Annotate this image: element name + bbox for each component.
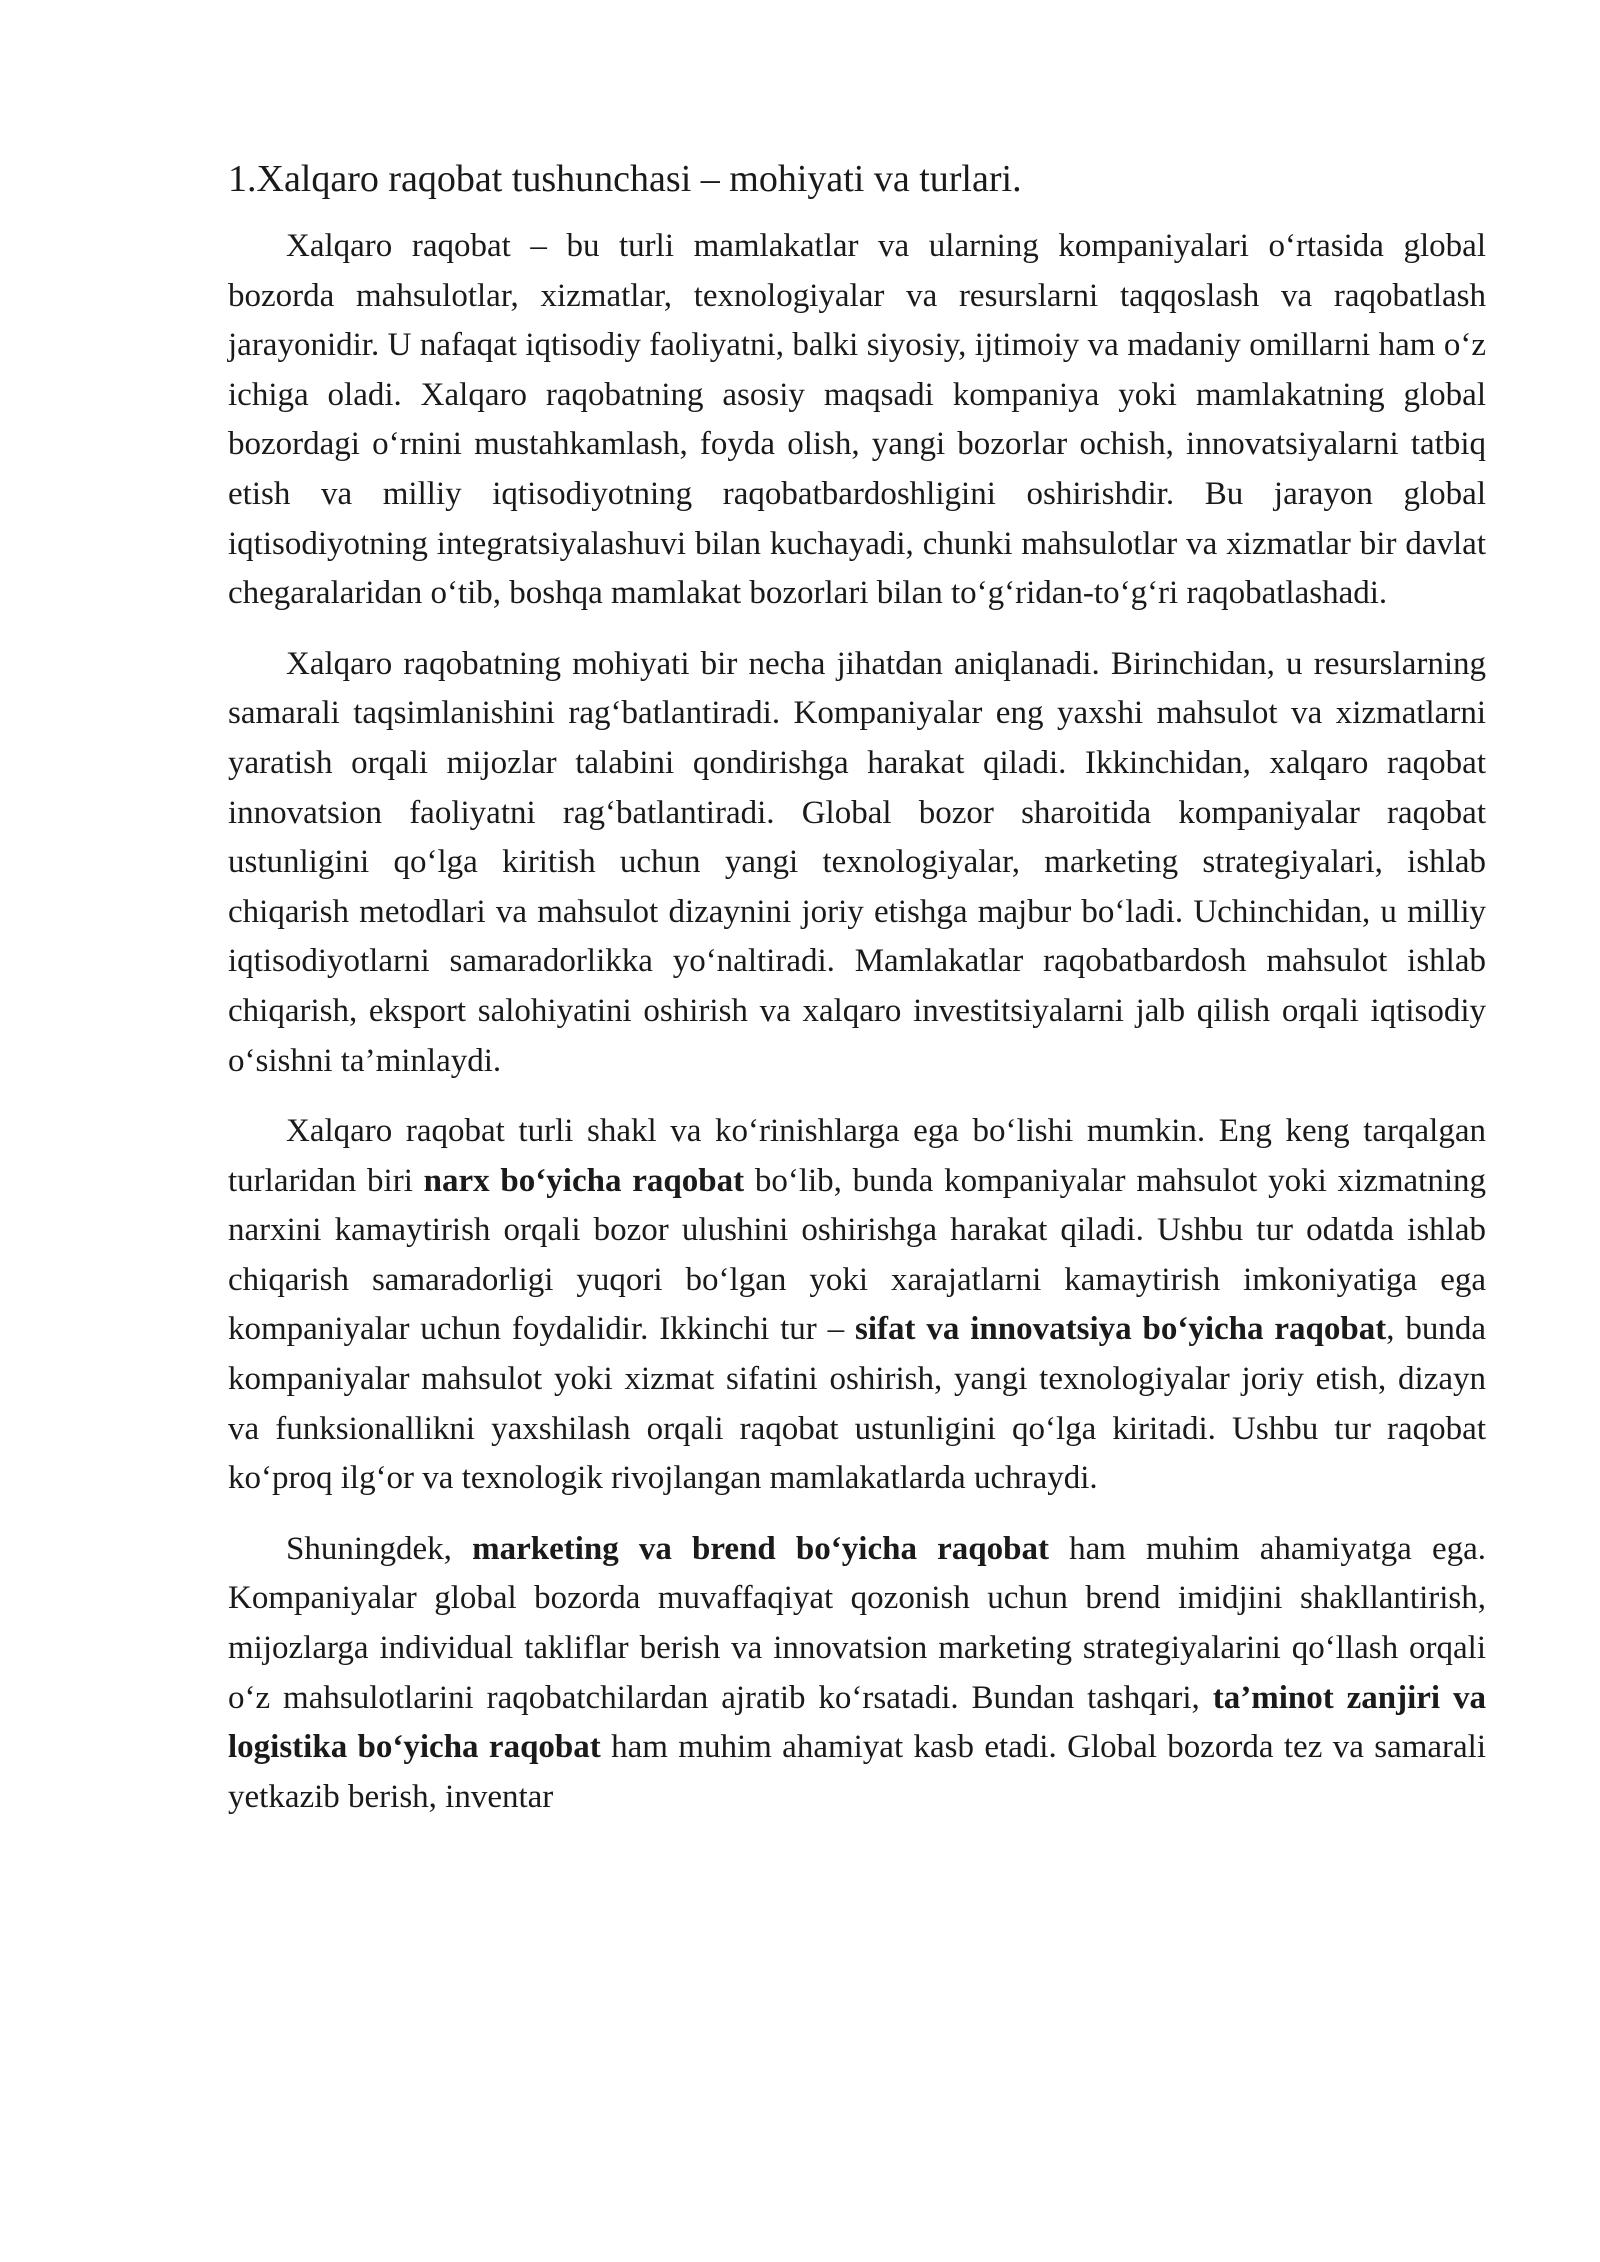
paragraph-text: , bunda kompaniyalar mahsulot yoki xizmat sifatini oshirish, yangi texnologiyalar joriy etish, dizayn va funksionallikni yaxshilash orqali raqobat ustunligini qo‘lga kiritadi. Ushbu tur raqobat ko‘proq ilg‘or va texnologik rivojlangan mamlakatlarda uchraydi. xyxy=(228,1311,1487,1497)
paragraph-marketing xyxy=(228,1525,1486,1823)
term-quality-innovation-competition: sifat va innovatsiya bo‘yicha raqobat xyxy=(855,1311,1387,1348)
document-page xyxy=(228,150,1486,1843)
paragraph-text: ham muhim ahamiyat kasb etadi. Global bozorda tez va samarali yetkazib berish, inventar xyxy=(228,1729,1486,1815)
term-price-competition: narx bo‘yicha raqobat xyxy=(423,1162,745,1199)
term-marketing-brand-competition: marketing va brend bo‘yicha raqobat xyxy=(472,1530,1049,1567)
paragraph-text: ham muhim ahamiyatga ega. Kompaniyalar global bozorda muvaffaqiyat qozonish uchun brend imidjini shakllantirish, mijozlarga individual takliflar berish va innovatsion marketing strategiyalarini qo‘llash orqali o‘z mahsulotlarini raqobatchilardan ajratib ko‘rsatadi. Bundan tashqari, xyxy=(228,1530,1486,1716)
paragraph-text: Shuningdek, xyxy=(286,1530,473,1567)
term-supply-chain-competition: ta’minot zanjiri va logistika bo‘yicha raqobat xyxy=(228,1679,1487,1766)
paragraph-text: Xalqaro raqobat turli shakl va ko‘rinishlarga ega bo‘lishi mumkin. Eng keng tarqalgan turlaridan biri xyxy=(228,1113,1486,1199)
paragraph-definition: Xalqaro raqobat – bu turli mamlakatlar va ularning kompaniyalari o‘rtasida global bozorda mahsulotlar, xizmatlar, texnologiyalar va resurslarni taqqoslash va raqobatlash jarayonidir. U nafaqat iqtisodiy faoliyatni, balki siyosiy, ijtimoiy va madaniy omillarni ham o‘z ichiga oladi. Xalqaro raqobatning asosiy maqsadi kompaniya yoki mamlakatning global bozordagi o‘rnini mustahkamlash, foyda olish, yangi bozorlar ochish, innovatsiyalarni tatbiq etish va milliy iqtisodiyotning raqobatbardoshligini oshirishdir. Bu jarayon global iqtisodiyotning integratsiyalashuvi bilan kuchayadi, chunki mahsulotlar va xizmatlar bir davlat chegaralaridan o‘tib, boshqa mamlakat bozorlari bilan to‘g‘ridan-to‘g‘ri raqobatlashadi. xyxy=(228,228,1486,612)
section-heading: 1.Xalqaro raqobat tushunchasi – mohiyati va turlari. xyxy=(228,158,1022,200)
paragraph-types xyxy=(228,1107,1486,1504)
paragraph-essence: Xalqaro raqobatning mohiyati bir necha jihatdan aniqlanadi. Birinchidan, u resurslarning samarali taqsimlanishini rag‘batlantiradi. Kompaniyalar eng yaxshi mahsulot va xizmatlarni yaratish orqali mijozlar talabini qondirishga harakat qiladi. Ikkinchidan, xalqaro raqobat innovatsion faoliyatni rag‘batlantiradi. Global bozor sharoitida kompaniyalar raqobat ustunligini qo‘lga kiritish uchun yangi texnologiyalar, marketing strategiyalari, ishlab chiqarish metodlari va mahsulot dizaynini joriy etishga majbur bo‘ladi. Uchinchidan, u milliy iqtisodiyotlarni samaradorlikka yo‘naltiradi. Mamlakatlar raqobatbardosh mahsulot ishlab chiqarish, eksport salohiyatini oshirish va xalqaro investitsiyalarni jalb qilish orqali iqtisodiy o‘sishni ta’minlaydi. xyxy=(228,645,1486,1079)
paragraph-text: bo‘lib, bunda kompaniyalar mahsulot yoki xizmatning narxini kamaytirish orqali bozor ulushini oshirishga harakat qiladi. Ushbu tur odatda ishlab chiqarish samaradorligi yuqori bo‘lgan yoki xarajatlarni kamaytirish imkoniyatiga ega kompaniyalar uchun foydalidir. Ikkinchi tur – xyxy=(228,1162,1486,1348)
